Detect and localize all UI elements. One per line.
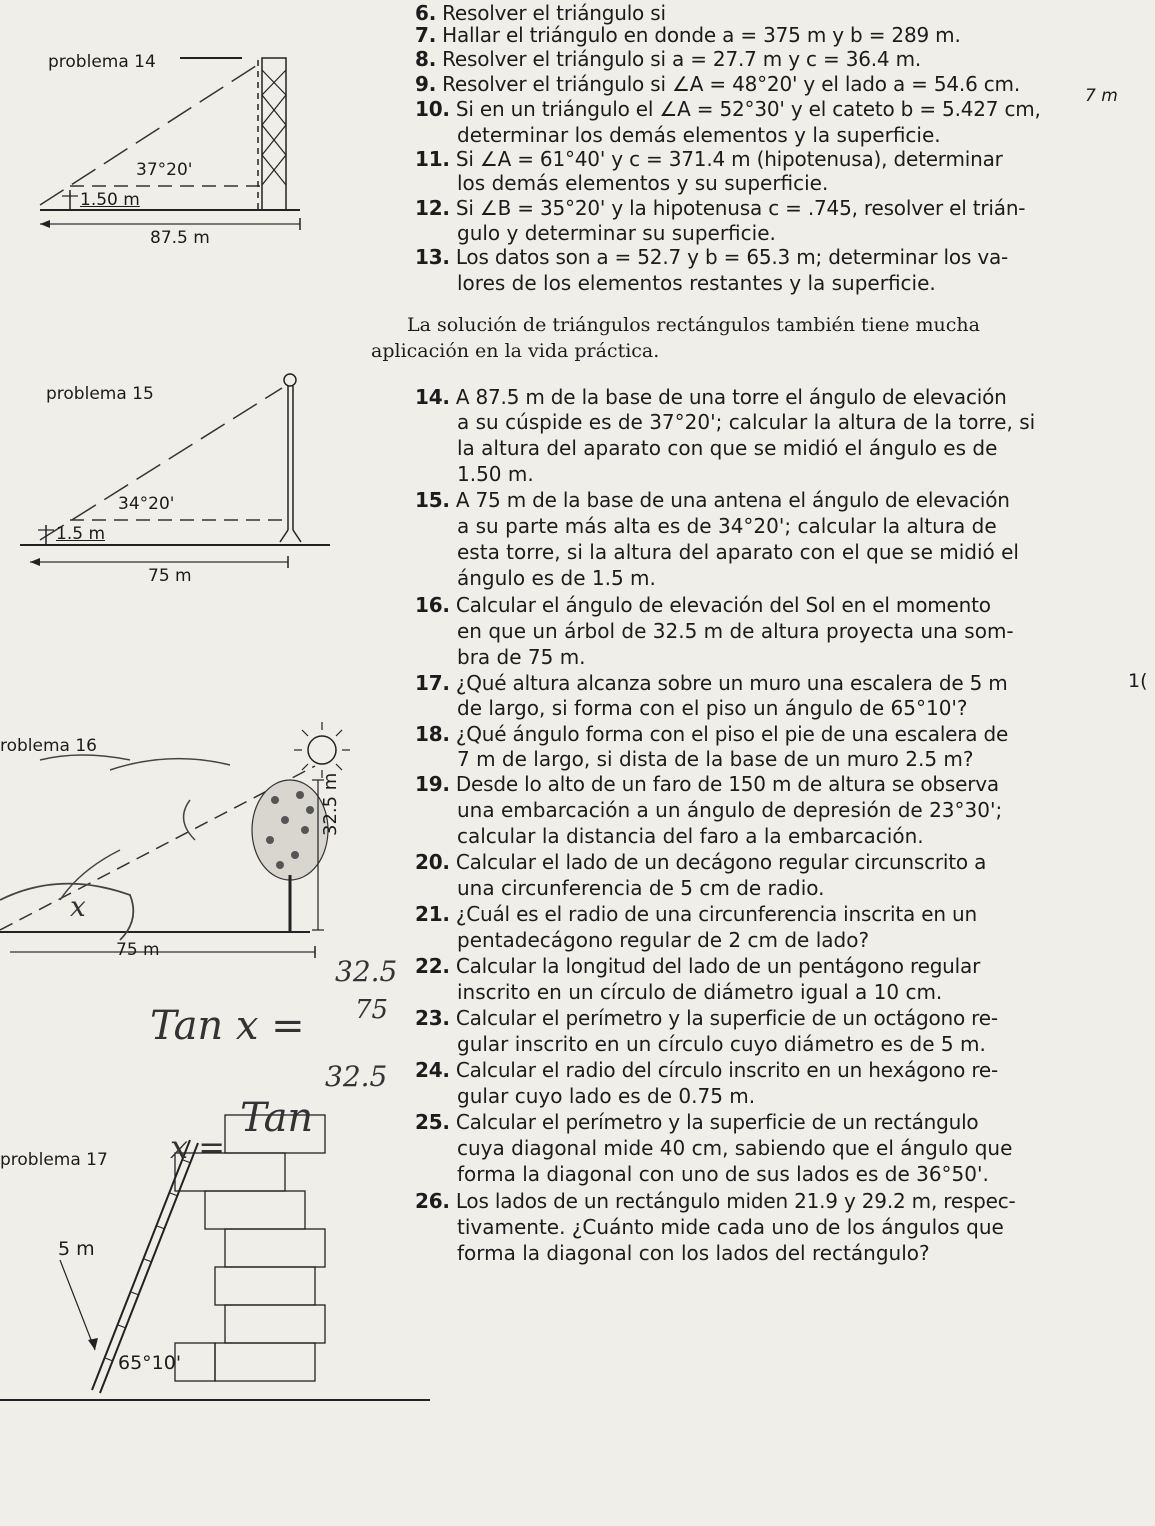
problem-text-continued: 1.50 m. [457,462,534,486]
problems-column [371,0,1155,1526]
margin-note: 1( [1128,670,1148,692]
figure-label: problema 14 [48,52,156,72]
problem-text-continued: gular inscrito en un círculo cuyo diámetro es de 5 m. [457,1032,986,1056]
margin-note: 7 m [1085,86,1118,106]
problem-number: 20. [415,850,450,874]
problem-item [415,771,999,798]
figure-height: 32.5 m [320,772,341,836]
problem-number: 13. [415,245,450,269]
problem-item [415,901,977,928]
problem-item [415,146,1003,173]
problem-number: 18. [415,722,450,746]
problem-number: 16. [415,593,450,617]
figure-height: 1.5 m [56,524,105,544]
problem-item [415,1109,978,1136]
figure-label: roblema 16 [0,736,98,756]
problem-text: Si en un triángulo el ∠A = 52°30' y el cateto b = 5.427 cm, [455,97,1041,121]
problem-number: 21. [415,902,450,926]
figure-base: 75 m [148,566,192,586]
problem-item [415,670,1008,697]
problem-text: ¿Cuál es el radio de una circunferencia inscrita en un [455,902,977,926]
problem-text: ¿Qué altura alcanza sobre un muro una escalera de 5 m [455,671,1008,695]
problem-text-continued: a su cúspide es de 37°20'; calcular la altura de la torre, si [457,410,1036,434]
problem-text: Resolver el triángulo si [442,1,666,25]
problem-number: 15. [415,488,450,512]
problem-text-continued: una embarcación a un ángulo de depresión de 23°30'; [457,798,1003,822]
problem-text-continued: determinar los demás elementos y la superficie. [457,123,941,147]
problem-item [415,96,1041,123]
figure-angle: x [70,890,86,923]
problem-text-continued: lores de los elementos restantes y la superficie. [457,271,936,295]
problem-text: Calcular el perímetro y la superficie de un octágono re- [455,1006,998,1030]
problem-text: Desde lo alto de un faro de 150 m de altura se observa [455,772,999,796]
intro-paragraph [371,312,980,364]
figure-label: problema 17 [0,1150,108,1170]
problem-text: Hallar el triángulo en donde a = 375 m y b = 289 m. [442,23,961,47]
figure-problem-16 [0,700,430,980]
problem-text-continued: en que un árbol de 32.5 m de altura proyecta una som- [457,619,1014,643]
problem-text: A 87.5 m de la base de una torre el ángulo de elevación [455,385,1007,409]
figure-problem-15 [0,370,420,600]
problem-number: 22. [415,954,450,978]
problem-item [415,46,921,73]
figures-column [0,0,430,1526]
problem-text-continued: una circunferencia de 5 cm de radio. [457,876,825,900]
problem-number: 12. [415,196,450,220]
figure-angle: 65°10' [118,1352,182,1374]
problem-text-continued: calcular la distancia del faro a la embarcación. [457,824,924,848]
problem-text-continued: cuya diagonal mide 40 cm, sabiendo que el ángulo que [457,1136,1013,1160]
problem-text-continued: esta torre, si la altura del aparato con el que se midió el [457,540,1019,564]
problem-text: Calcular el radio del círculo inscrito en un hexágono re- [455,1058,999,1082]
figure-problem-14 [0,40,420,260]
problem-number: 19. [415,772,450,796]
problem-text: Calcular el perímetro y la superficie de un rectángulo [455,1110,979,1134]
problem-text-continued: ángulo es de 1.5 m. [457,566,656,590]
problem-text: Si ∠A = 61°40' y c = 371.4 m (hipotenusa), determinar [455,147,1003,171]
figure-length: 5 m [58,1238,95,1260]
problem-text: Calcular la longitud del lado de un pentágono regular [455,954,981,978]
problem-number: 26. [415,1189,450,1213]
problem-text-continued: los demás elementos y su superficie. [457,171,829,195]
problem-text-continued: forma la diagonal con uno de sus lados es de 36°50'. [457,1162,989,1186]
problem-number: 24. [415,1058,450,1082]
figure-height: 1.50 m [80,190,140,210]
problem-text: A 75 m de la base de una antena el ángulo de elevación [455,488,1010,512]
problem-number: 7. [415,23,437,47]
problem-number: 14. [415,385,450,409]
problem-text-continued: a su parte más alta es de 34°20'; calcular la altura de [457,514,997,538]
problem-text: Calcular el lado de un decágono regular circunscrito a [455,850,987,874]
problem-number: 11. [415,147,450,171]
problem-number: 8. [415,47,437,71]
problem-number: 17. [415,671,450,695]
problem-text-continued: inscrito en un círculo de diámetro igual a 10 cm. [457,980,943,1004]
intro-line: La solución de triángulos rectángulos también tiene mucha [407,314,980,336]
problem-text: Los lados de un rectángulo miden 21.9 y 29.2 m, respec- [455,1189,1016,1213]
problem-item [415,195,1025,222]
problem-item [415,1057,998,1084]
problem-text: Si ∠B = 35°20' y la hipotenusa c = .745, resolver el trián- [455,196,1026,220]
problem-text-continued: gulo y determinar su superficie. [457,221,776,245]
problem-text-continued: de largo, si forma con el piso un ángulo de 65°10'? [457,696,968,720]
figure-angle: 37°20' [136,160,193,180]
problem-text: Resolver el triángulo si ∠A = 48°20' y el lado a = 54.6 cm. [442,72,1020,96]
problem-item [415,71,1020,98]
problem-text-continued: 7 m de largo, si dista de la base de un muro 2.5 m? [457,747,974,771]
problem-text: Resolver el triángulo si a = 27.7 m y c = 36.4 m. [442,47,922,71]
problem-item [415,1005,998,1032]
problem-item [415,953,980,980]
handwritten-note: 32.5 [325,1060,388,1093]
problem-text: Los datos son a = 52.7 y b = 65.3 m; determinar los va- [455,245,1009,269]
problem-number: 23. [415,1006,450,1030]
problem-text-continued: tivamente. ¿Cuánto mide cada uno de los ángulos que [457,1215,1004,1239]
problem-text: Calcular el ángulo de elevación del Sol en el momento [455,593,991,617]
problem-item [415,384,1007,411]
handwritten-note: x = [170,1128,226,1166]
handwritten-note: Tan [240,1095,314,1141]
handwritten-note: 75 [355,995,389,1025]
figure-15-drawing [0,370,420,600]
problem-item [415,487,1010,514]
problem-number: 6. [415,1,437,25]
problem-item [415,721,1008,748]
problem-text-continued: pentadecágono regular de 2 cm de lado? [457,928,870,952]
figure-label: problema 15 [46,384,154,404]
problem-number: 25. [415,1110,450,1134]
problem-item [415,849,986,876]
problem-item [415,1188,1016,1215]
problem-number: 9. [415,72,437,96]
problem-number: 10. [415,97,450,121]
problem-item [415,592,991,619]
problem-item [415,22,961,49]
handwritten-note: Tan x = [150,1003,305,1049]
problem-text-continued: gular cuyo lado es de 0.75 m. [457,1084,756,1108]
figure-16-drawing [0,700,430,980]
problem-text-continued: la altura del aparato con que se midió el ángulo es de [457,436,998,460]
problem-text-continued: forma la diagonal con los lados del rectángulo? [457,1241,930,1265]
figure-14-drawing [0,40,420,260]
handwritten-note: 32.5 [335,955,398,988]
figure-base: 87.5 m [150,228,210,248]
figure-base: 75 m [116,940,160,960]
problem-item [415,244,1008,271]
figure-angle: 34°20' [118,494,175,514]
problem-text: ¿Qué ángulo forma con el piso el pie de una escalera de [455,722,1009,746]
intro-line: aplicación en la vida práctica. [371,340,660,362]
problem-text-continued: bra de 75 m. [457,645,586,669]
